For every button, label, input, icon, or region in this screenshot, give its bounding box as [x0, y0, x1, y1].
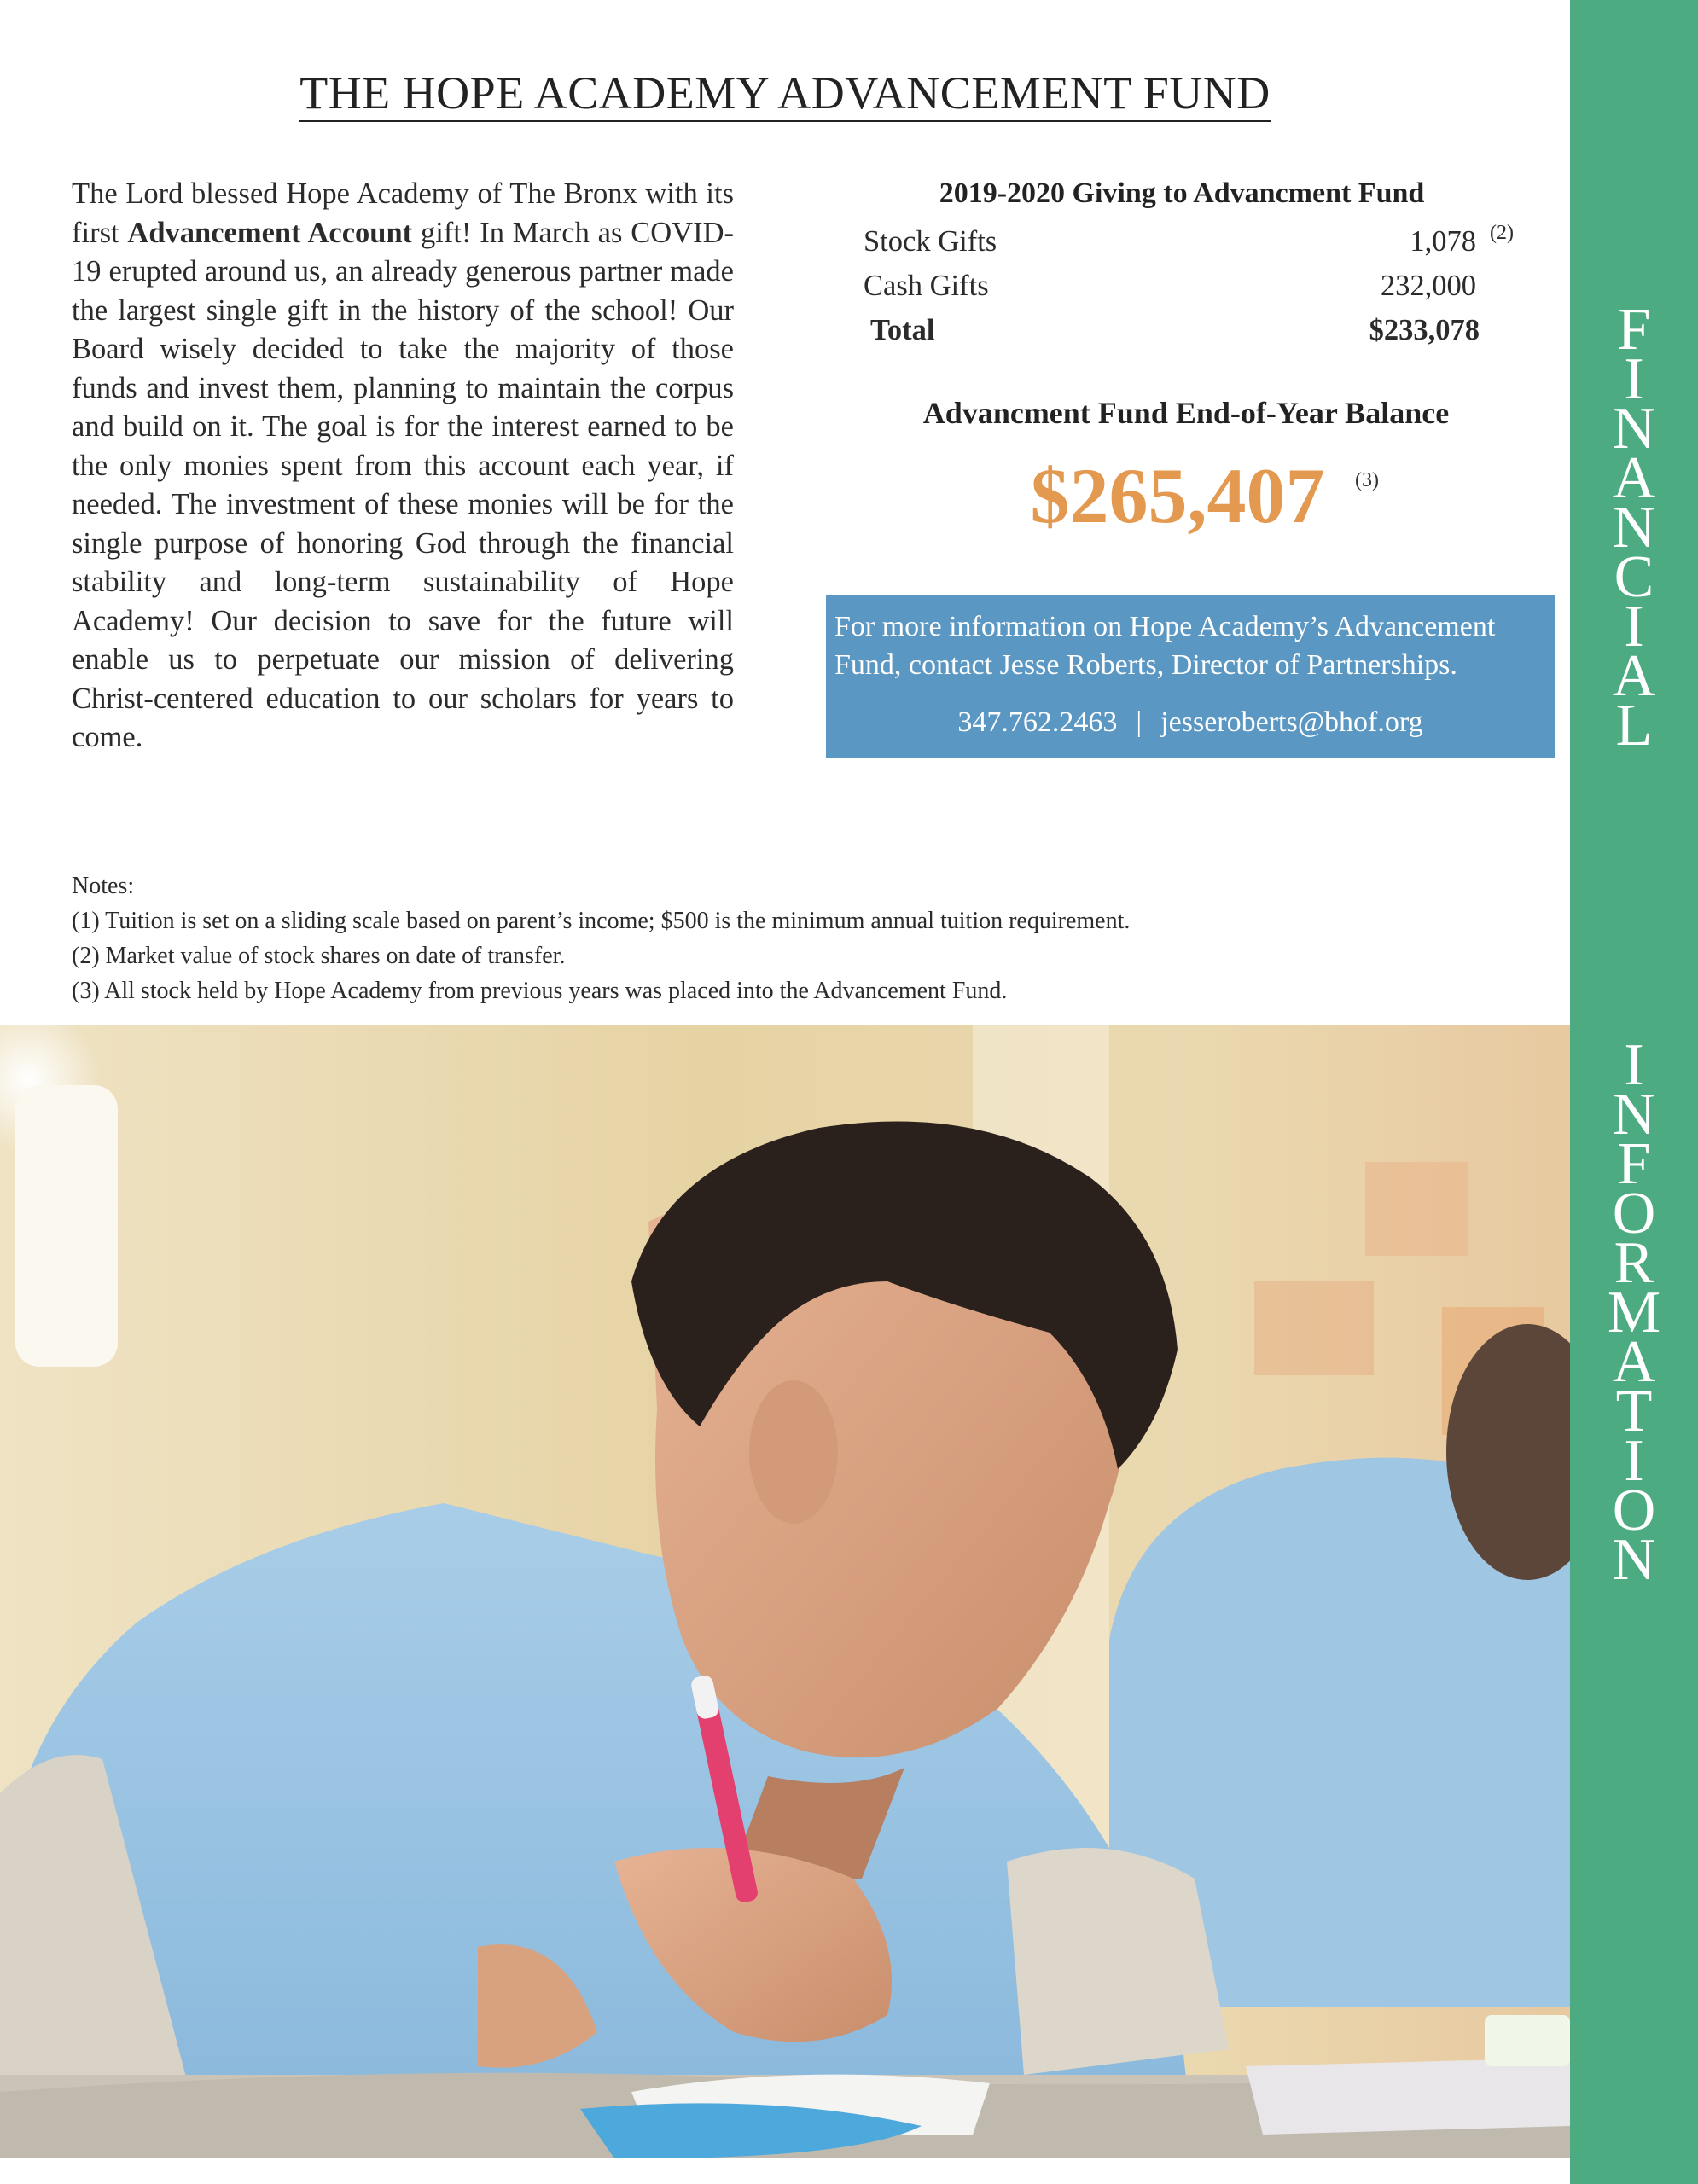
sidebar-word-information: I N F O R M A T I O N — [1607, 1032, 1661, 1593]
giving-row-label: Cash Gifts — [864, 270, 989, 302]
intro-bold-term: Advancement Account — [127, 216, 413, 249]
sidebar-word-financial: F I N A N C I A L — [1612, 297, 1656, 758]
note-item: (1) Tuition is set on a sliding scale based on parent’s income; $500 is the minimum annual tuition requirement. — [72, 908, 1131, 934]
giving-table-title: 2019-2020 Giving to Advancment Fund — [939, 177, 1425, 209]
page-title-text: THE HOPE ACADEMY ADVANCEMENT FUND — [299, 67, 1271, 122]
photo-illustration — [0, 1025, 1570, 2158]
giving-total-value: $233,078 — [1369, 314, 1480, 346]
giving-table — [862, 177, 1519, 358]
giving-total-label: Total — [870, 314, 935, 346]
student-writing-photo — [0, 1025, 1570, 2158]
page-title — [0, 67, 1570, 119]
contact-email[interactable]: jesseroberts@bhof.org — [1160, 706, 1423, 738]
notes-section — [72, 868, 1522, 1008]
notes-heading: Notes: — [72, 873, 135, 899]
intro-paragraph — [72, 175, 734, 758]
balance-note: (3) — [1355, 469, 1379, 491]
contact-separator: | — [1136, 706, 1143, 738]
contact-message: For more information on Hope Academy’s Advancement Fund, contact Jesse Roberts, Director of Partnerships. — [834, 611, 1496, 681]
giving-row-note: (2) — [1490, 222, 1514, 244]
balance-value: $265,407 — [1030, 452, 1325, 539]
note-item: (2) Market value of stock shares on date of transfer. — [72, 943, 566, 969]
giving-row-value: 232,000 — [1380, 270, 1476, 302]
giving-row-value: 1,078 — [1410, 225, 1476, 258]
giving-row-cash — [862, 270, 1519, 314]
balance-title: Advancment Fund End-of-Year Balance — [922, 396, 1450, 430]
contact-line — [826, 706, 1555, 739]
giving-row-total — [862, 314, 1519, 358]
giving-row-stock — [862, 222, 1519, 270]
contact-phone[interactable]: 347.762.2463 — [957, 706, 1118, 738]
intro-text-start: The Lord blessed Hope Academy of The Bronx with its first — [72, 177, 734, 249]
giving-row-label: Stock Gifts — [864, 225, 997, 258]
intro-text-rest: gift! In March as COVID-19 erupted around us, an already generous partner made the largest single gift in the history of the school! Our Board wisely decided to take the majority of those funds and invest them, planning to maintain the corpus and build on it. The goal is for the interest earned to be the only monies spent from this account each year, if needed. The investment of these monies will be for the single purpose of honoring God through the financial stability and long-term sustainability of Hope Academy! Our decision to save for the future will enable us to perpetuate our mission of delivering Christ-centered education to our scholars for years to come. — [72, 216, 734, 753]
note-item: (3) All stock held by Hope Academy from previous years was placed into the Advancement Fund. — [72, 978, 1008, 1004]
contact-info-box — [826, 595, 1555, 758]
section-sidebar — [1570, 0, 1698, 2184]
